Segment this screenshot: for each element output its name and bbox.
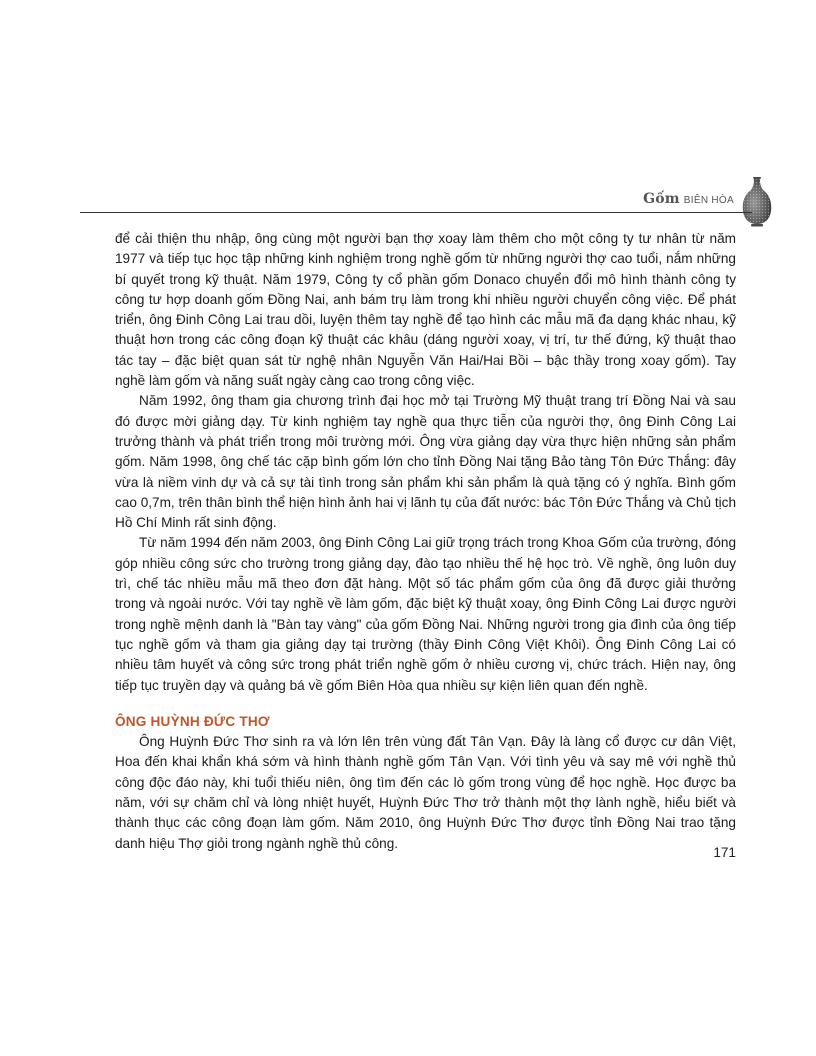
paragraph: để cải thiện thu nhập, ông cùng một người bạn thợ xoay làm thêm cho một công ty tư nhân từ năm 1977 và tiếp tục học tập những kinh nghiệm trong nghề gốm từ những người thợ cao tuổi, nắm những bí quyết trong kỹ thuật. Năm 1979, Công ty cổ phần gốm Donaco chuyển đổi mô hình thành công ty công tư hợp doanh gốm Đồng Nai, anh bám trụ làm trong khi nhiều người chuyển công việc. Để phát triển, ông Đinh Công Lai trau dồi, luyện thêm tay nghề để tạo hình các mẫu mã đa dạng khác nhau, kỹ thuật hơn trong các công đoạn kỹ thuật các khâu (dáng người xoay, vị trí, tư thế đứng, kỹ thuật thao tác tay – đặc biệt quan sát từ nghệ nhân Nguyễn Văn Hai/Hai Bồi – bậc thầy trong xoay gốm). Tay nghề làm gốm và năng suất ngày càng cao trong công việc. bbox=[115, 231, 736, 389]
paragraph: Ông Huỳnh Đức Thơ sinh ra và lớn lên trên vùng đất Tân Vạn. Đây là làng cổ được cư dân Việt, Hoa đến khai khẩn khá sớm và hình thành nghề gốm Tân Vạn. Với tình yêu và say mê với nghề thủ công độc đáo này, khi tuổi thiếu niên, ông tìm đến các lò gốm trong vùng để học nghề. Học được ba năm, với sự chăm chỉ và lòng nhiệt huyết, Huỳnh Đức Thơ trở thành một thợ lành nghề, hiểu biết và thành thục các công đoạn làm gốm. Năm 2010, ông Huỳnh Đức Thơ được tỉnh Đồng Nai trao tặng danh hiệu Thợ giỏi trong ngành nghề thủ công. bbox=[115, 734, 736, 851]
body-text bbox=[115, 229, 736, 854]
page-number: 171 bbox=[713, 845, 736, 860]
header-brand-main: Gốm bbox=[643, 191, 680, 207]
header-brand-sub: BIÊN HÒA bbox=[683, 195, 734, 206]
section-heading: ÔNG HUỲNH ĐỨC THƠ bbox=[115, 713, 270, 729]
running-header bbox=[643, 191, 734, 207]
header-rule bbox=[80, 212, 752, 213]
paragraph: Năm 1992, ông tham gia chương trình đại học mở tại Trường Mỹ thuật trang trí Đồng Nai và sau đó được mời giảng dạy. Từ kinh nghiệm tay nghề qua thực tiễn của người thợ, ông Đinh Công Lai trưởng thành và phát triển trong môi trường mới. Ông vừa giảng dạy vừa thực hiện những sản phẩm gốm. Năm 1998, ông chế tác cặp bình gốm lớn cho tỉnh Đồng Nai tặng Bảo tàng Tôn Đức Thắng: đây vừa là niềm vinh dự và cả sự tài tình trong sản phẩm khi sản phẩm là quà tặng có ý nghĩa. Bình gốm cao 0,7m, trên thân bình thể hiện hình ảnh hai vị lãnh tụ của đất nước: bác Tôn Đức Thắng và Chủ tịch Hồ Chí Minh rất sinh động. bbox=[115, 393, 736, 531]
ceramic-vase-icon bbox=[740, 175, 774, 227]
paragraph: Từ năm 1994 đến năm 2003, ông Đinh Công Lai giữ trọng trách trong Khoa Gốm của trường, đóng góp nhiều công sức cho trường trong giảng dạy, đào tạo nhiều thế hệ học trò. Về nghề, ông luôn duy trì, chế tác nhiều mẫu mã theo đơn đặt hàng. Một số tác phẩm gốm của ông đã được giải thưởng trong và ngoài nước. Với tay nghề về làm gốm, đặc biệt kỹ thuật xoay, ông Đinh Công Lai được người trong nghề mệnh danh là "Bàn tay vàng" của gốm Đồng Nai. Những người trong gia đình của ông tiếp tục nghề gốm và tham gia giảng dạy tại trường (thầy Đinh Công Việt Khôi). Ông Đinh Công Lai có nhiều tâm huyết và công sức trong phát triển nghề gốm ở nhiều cương vị, chức trách. Hiện nay, ông tiếp tục truyền dạy và quảng bá về gốm Biên Hòa qua nhiều sự kiện liên quan đến nghề. bbox=[115, 535, 736, 693]
